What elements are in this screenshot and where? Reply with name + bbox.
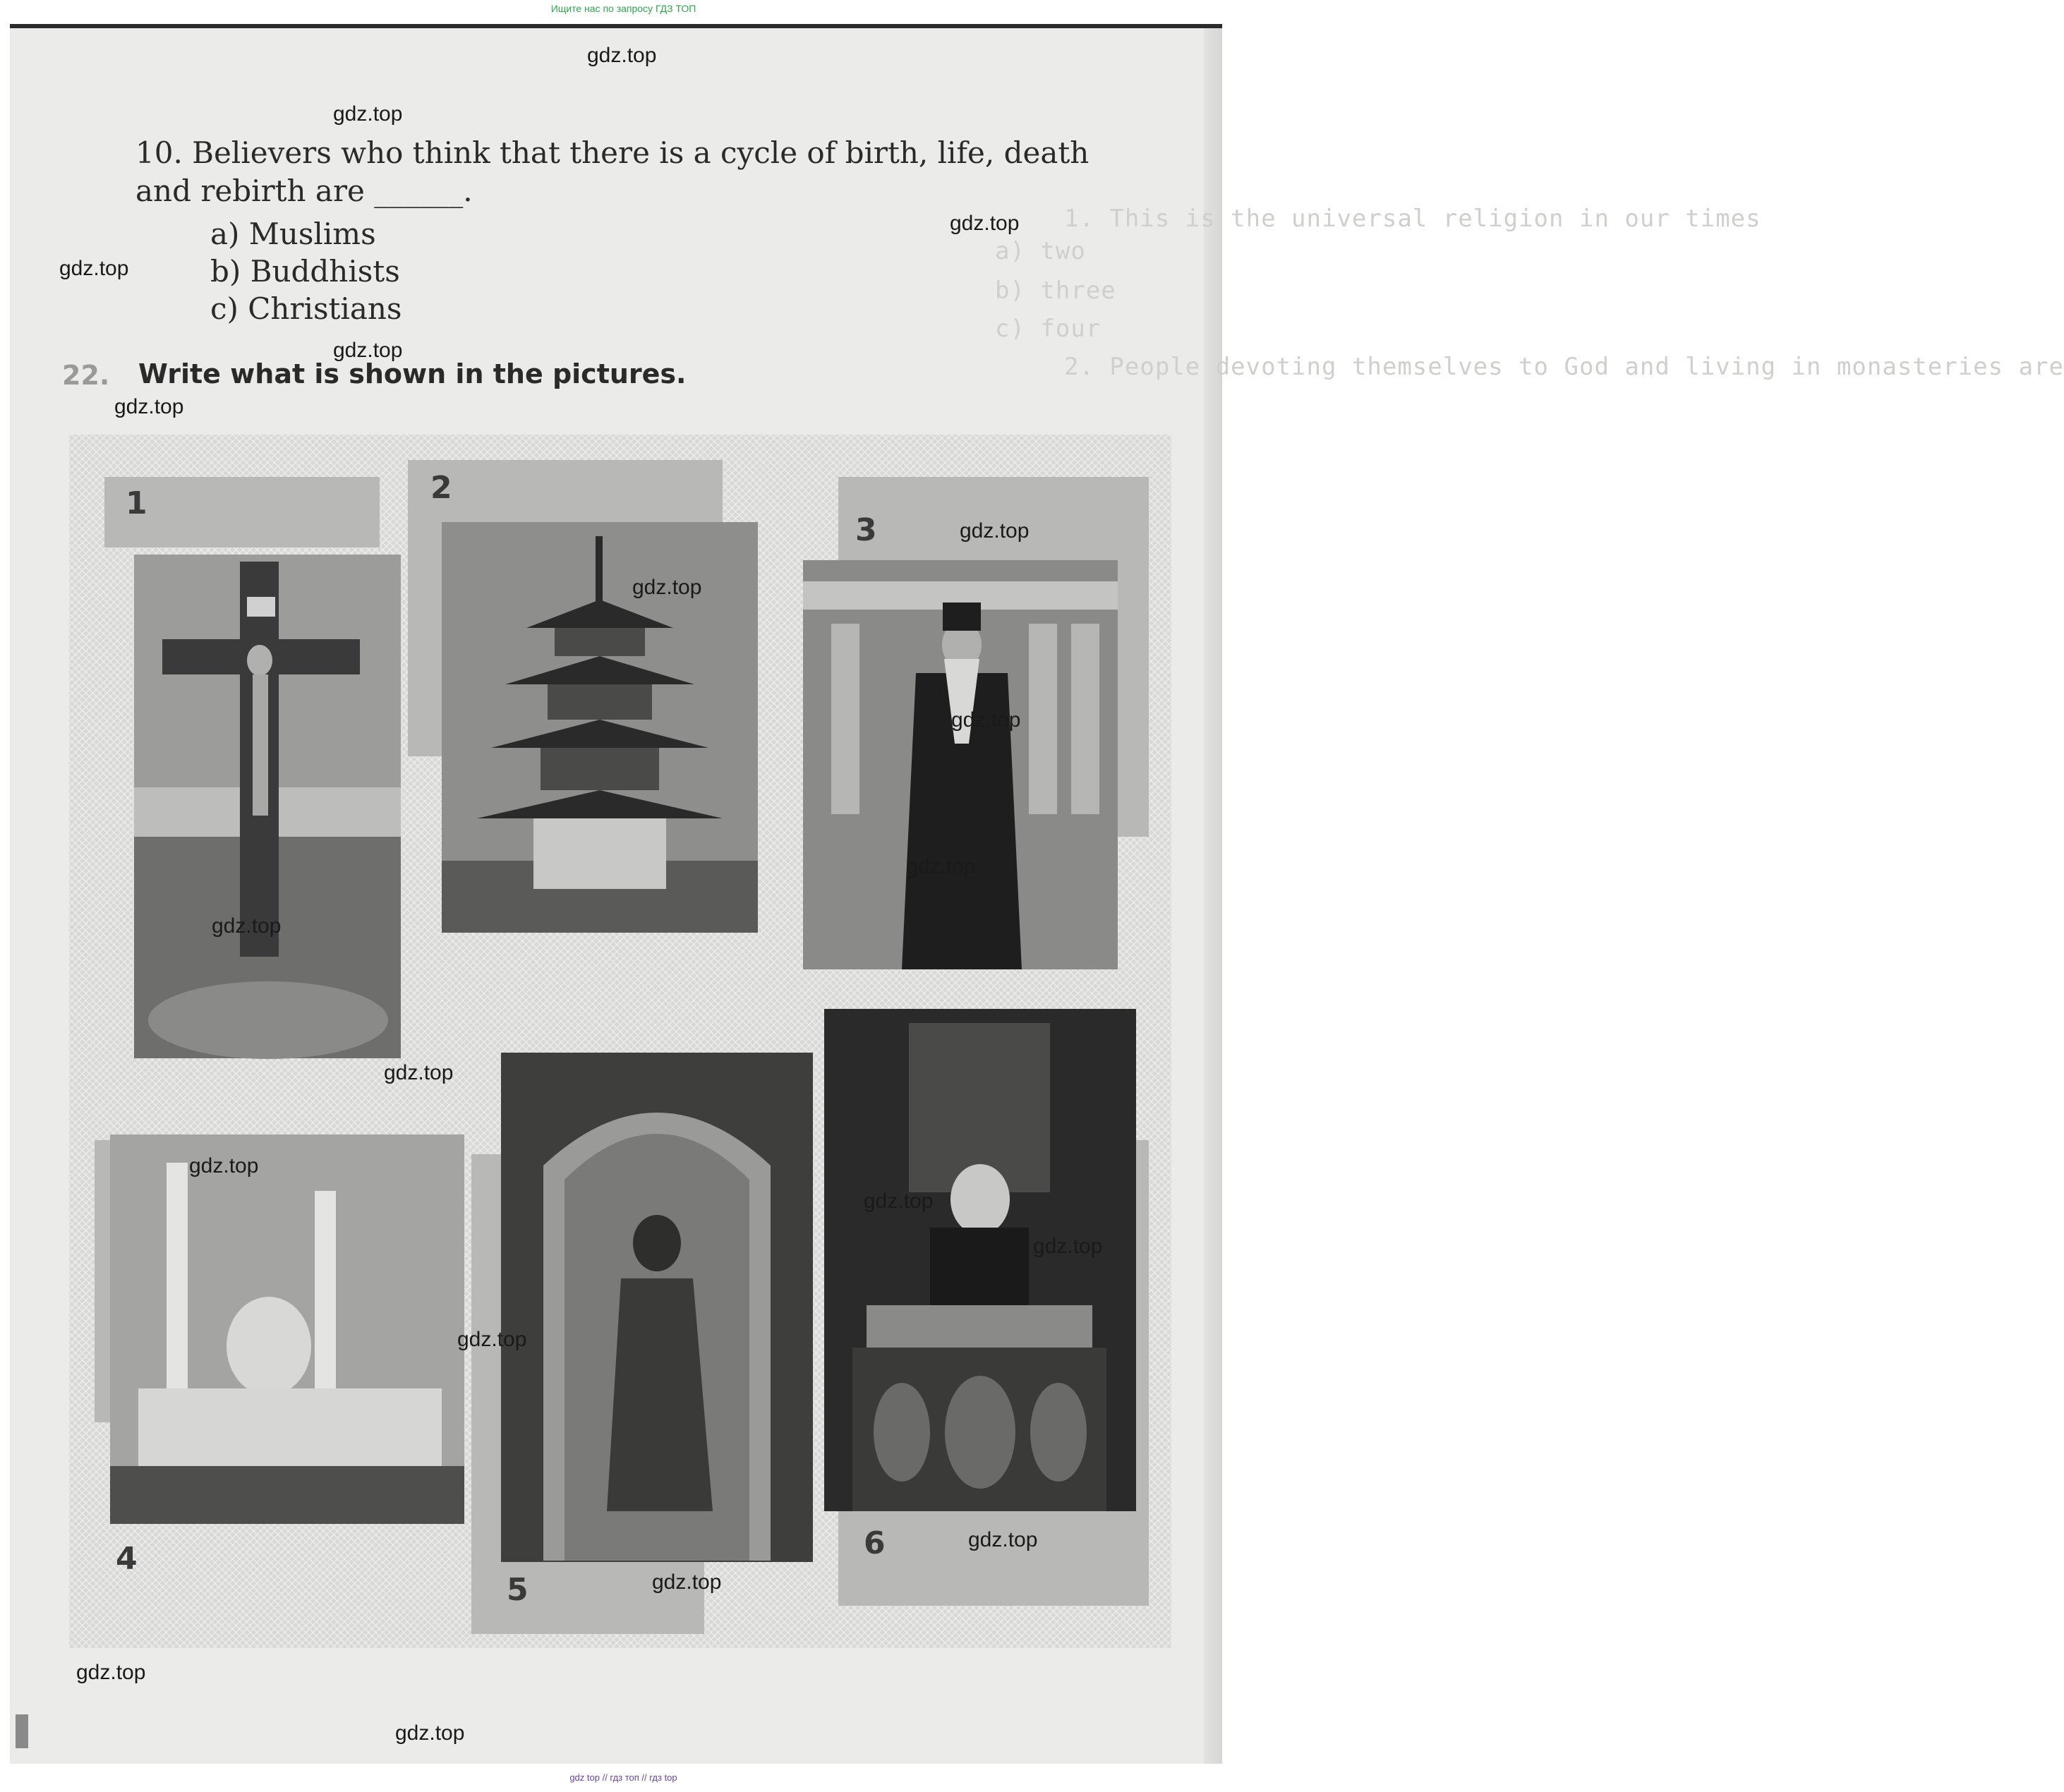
picture-priest[interactable] <box>803 560 1118 969</box>
watermark: gdz.top <box>384 1061 454 1084</box>
stained-glass-icon <box>501 1053 813 1562</box>
watermark: gdz.top <box>212 914 282 938</box>
watermark: gdz.top <box>960 519 1030 543</box>
pictures-panel <box>69 435 1171 1648</box>
watermark: gdz.top <box>906 855 976 878</box>
watermark: gdz.top <box>950 212 1020 235</box>
bleed-text: c) four <box>995 315 1102 343</box>
picture-number: 1 <box>126 485 147 521</box>
picture-pagoda[interactable] <box>442 522 758 933</box>
watermark: gdz.top <box>189 1154 259 1177</box>
watermark: gdz.top <box>951 708 1021 732</box>
bleed-text: 2. People devoting themselves to God and living in monasteries are <box>1064 353 2064 381</box>
mosque-icon <box>110 1134 464 1524</box>
exercise-title: Write what is shown in the pictures. <box>138 358 687 389</box>
answer-options <box>210 215 402 327</box>
page-edge <box>1204 28 1222 1764</box>
pagoda-icon <box>442 522 758 933</box>
picture-mosque[interactable] <box>110 1134 464 1524</box>
watermark: gdz.top <box>457 1328 527 1351</box>
picture-preacher[interactable] <box>824 1009 1136 1511</box>
question-number: 10. <box>135 135 183 170</box>
watermark: gdz.top <box>652 1570 722 1594</box>
picture-number: 2 <box>430 470 452 506</box>
watermark: gdz.top <box>395 1721 465 1745</box>
watermark: gdz.top <box>333 102 403 126</box>
bleed-text: a) two <box>995 237 1086 265</box>
watermark: gdz.top <box>587 44 657 67</box>
exercise-number: 22. <box>62 360 110 391</box>
picture-crucifix[interactable] <box>134 555 401 1058</box>
scan-artifact <box>16 1714 28 1748</box>
option-b[interactable]: b) Buddhists <box>210 254 400 289</box>
watermark: gdz.top <box>76 1661 146 1684</box>
watermark: gdz.top <box>968 1528 1038 1551</box>
bottom-banner: gdz top // гдз топ // гдз top <box>569 1772 677 1783</box>
question-line-1: Believers who think that there is a cycle of birth, life, death <box>192 135 1090 170</box>
watermark: gdz.top <box>864 1189 934 1213</box>
picture-number: 4 <box>116 1541 138 1577</box>
watermark: gdz.top <box>1033 1235 1103 1258</box>
picture-stained-glass[interactable] <box>501 1053 813 1562</box>
watermark: gdz.top <box>632 576 702 599</box>
question-line-2: and rebirth are ______. <box>135 174 473 208</box>
picture-number: 3 <box>855 512 877 548</box>
watermark: gdz.top <box>59 257 129 280</box>
watermark: gdz.top <box>333 339 403 362</box>
picture-number: 5 <box>507 1572 529 1608</box>
picture-number: 6 <box>864 1525 886 1561</box>
watermark: gdz.top <box>114 395 184 418</box>
bleed-text: 1. This is the universal religion in our times <box>1064 205 1761 233</box>
bleed-text: b) three <box>995 277 1116 305</box>
preacher-icon <box>824 1009 1136 1511</box>
option-a[interactable]: a) Muslims <box>210 217 376 251</box>
question-text <box>135 134 1159 210</box>
priest-icon <box>803 560 1118 969</box>
top-banner: Ищите нас по запросу ГДЗ ТОП <box>550 3 696 14</box>
crucifix-icon <box>134 555 401 1058</box>
option-c[interactable]: c) Christians <box>210 291 402 326</box>
